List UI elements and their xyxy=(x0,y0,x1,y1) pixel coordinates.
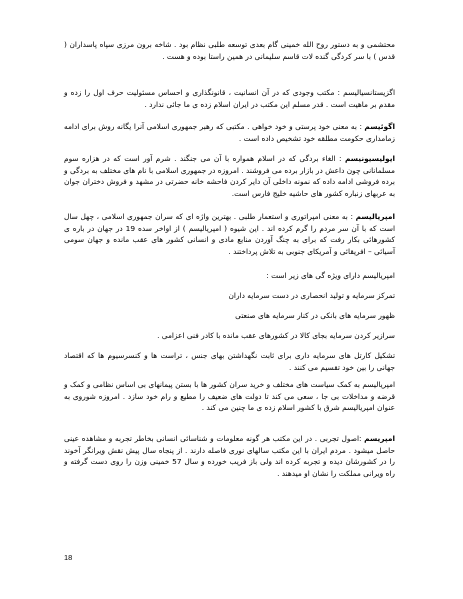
feature-item-1 xyxy=(64,290,395,302)
paragraph-text: تشکیل کارتل های سرمایه داری برای ثابت نگهداشتن بهای جنس ، تراست ها و کنسرسیوم ها که اقتصاد جهانی را بین خود تقسیم می کنند . xyxy=(64,351,395,372)
paragraph-text: تمرکز سرمایه و تولید انحصاری در دست سرمایه داران xyxy=(228,291,395,300)
paragraph-imperialism-methods xyxy=(64,379,395,414)
paragraph-text: : به معنی امپراتوری و استعمار طلبی . بهترین واژه ای که سران جمهوری اسلامی ، چهل سال است که با آن سر مردم را گرم کرده اند . این شیوه ( امپریالیسم ) از اواخر سده 19 در جهان در باره ی کشورهائی بکار رفت که برای به چنگ آوردن منابع مادی و انسانی کشور های عقب مانده و جهان سومی آسیائی – افریقائی و آمریکای جنوبی به تلاش پرداختند . xyxy=(64,212,396,256)
paragraph-text: امپریالیسم دارای ویژه گی های زیر است : xyxy=(266,271,395,280)
paragraph-abolitionism xyxy=(64,153,395,199)
paragraph-text: : به معنی خود پرستی و خود خواهی . مکتبی که رهبر جمهوری اسلامی آنرا یگانه روش برای ادامه زمامداری حکومت مطلقه خود تشخیص داده است . xyxy=(64,122,395,143)
paragraph-egoism xyxy=(64,121,395,144)
paragraph-text: ظهور سرمایه های بانکی در کنار سرمایه های صنعتی xyxy=(235,311,395,320)
page-number: 18 xyxy=(64,553,73,562)
feature-item-4 xyxy=(64,350,395,373)
paragraph-text: امپریالیسم به کمک سیاست های مختلف و خرید سران کشور ها با بستن پیمانهای بی اساس نظامی و کمک و قرضه و مداخلات بی جا ، سعی می کند تا دولت های ضعیف را مطیع و رام خود سازد . امروزه شوروی به عنوان امپریالیسم شرق با کشور اسلام زده ی ما چنین می کند . xyxy=(64,380,395,413)
paragraph-empiricism xyxy=(64,433,395,479)
paragraph-text: : الغاء بردگی که در اسلام همواره با آن می جنگند . شرم آور است که در هزاره سوم مسلمانانی چون داعش در بازار برده می فروشند . امروزه در جمهوری اسلامی با نام های مختلف به بردگی و برده فروشی ادامه داده که نمونه داخلی آن دایر کردن فاحشه خانه حضرتی در مشهد و فروش دختران جوان به عربهای زنباره کشور های حاشیه خلیج فارس است. xyxy=(64,154,395,198)
term-imperialism: امپریالیسم xyxy=(355,212,395,221)
paragraph-text: :اصول تجربی . در این مکتب هر گونه معلومات و شناسائی انسانی بخاطر تجربه و مشاهده عینی حاصل میشود . مردم ایران با این مکتب سالهای نوری فاصله دارند . از پنجاه سال پیش نقش ویرانگر آخوند را در کشورشان دیده و تجربه کرده اند ولی باز فریب خورده و سال 57 خمینی وزن را روی دست گرفته و راه ویرانی مملکت را نشان او میدهند . xyxy=(64,434,395,478)
paragraph-text: محتشمی و به دستور روح الله خمینی گام بعدی توسعه طلبی نظام بود . شاخه برون مرزی سپاه پاسداران ( قدس ) با سر کردگی گنده لات قاسم سلیمانی در همین راستا بوده و هست . xyxy=(64,40,395,61)
paragraph-quds xyxy=(64,39,395,62)
feature-item-2 xyxy=(64,310,395,322)
paragraph-text: سرازیر کردن سرمایه بجای کالا در کشورهای عقب مانده با کادر فنی اعزامی . xyxy=(157,331,395,340)
term-egoism: اگوئیسم xyxy=(364,122,395,131)
term-empiricism: امپریسم xyxy=(364,434,395,443)
imperialism-features-intro xyxy=(64,270,395,282)
paragraph-imperialism xyxy=(64,211,395,257)
paragraph-text: اگزیستانسیالیسم : مکتب وجودی که در آن انسانیت ، قانونگذاری و احساس مسئولیت حرف اول را زده و مقدم بر ماهیت است . قدر مسلم این مکتب در ایران اسلام زده ی ما جائی ندارد . xyxy=(64,88,395,109)
paragraph-existentialism xyxy=(64,87,395,110)
feature-item-3 xyxy=(64,330,395,342)
term-abolitionism: ایولیسیونیسم xyxy=(344,154,395,163)
